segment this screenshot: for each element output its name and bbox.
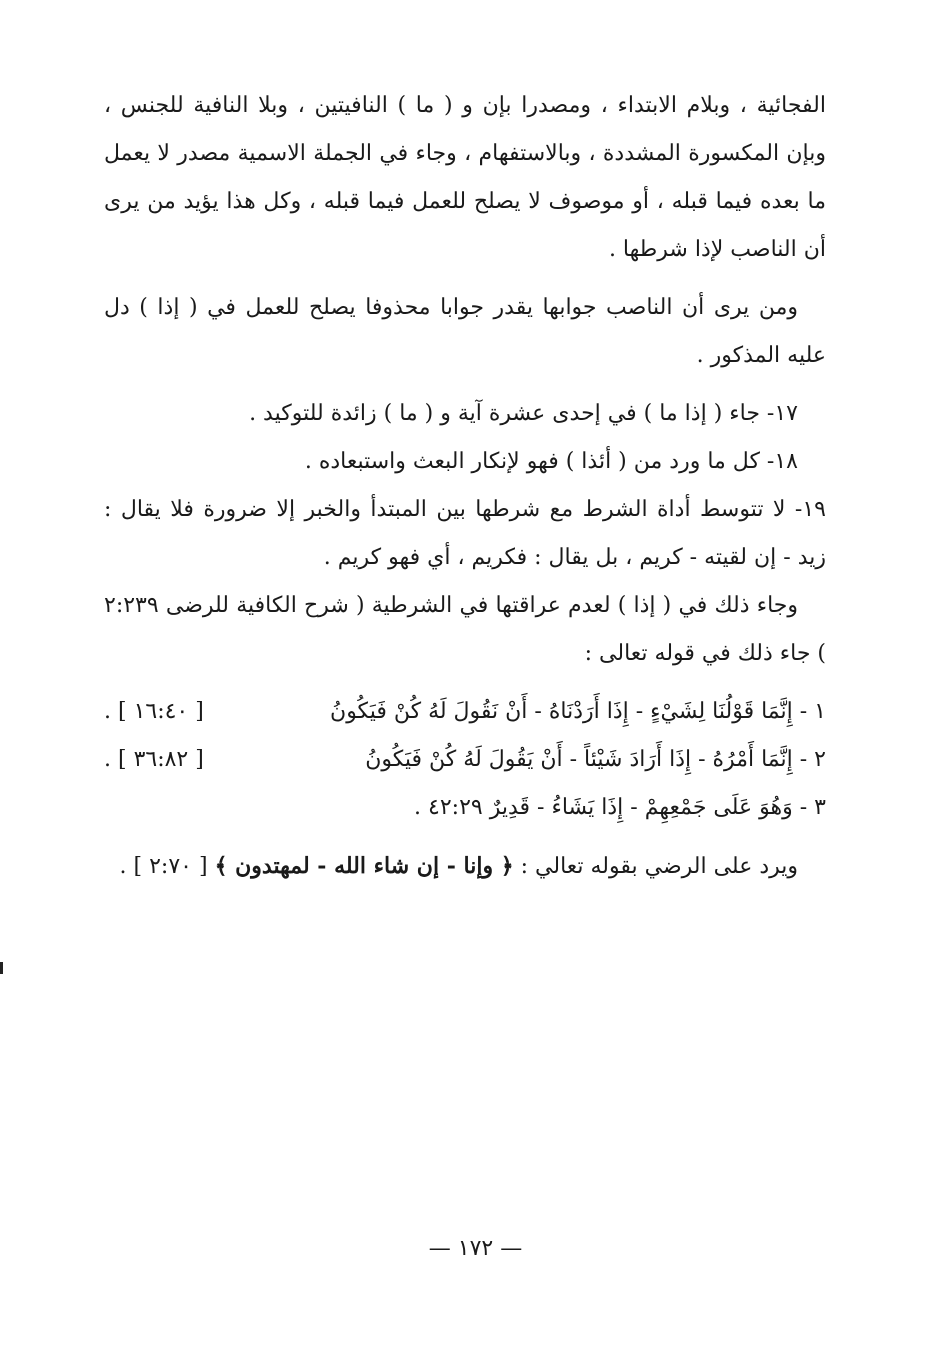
verse-text: ١ - إِنَّمَا قَوْلُنَا لِشَيْءٍ - إِذَا أَرَدْنَاهُ - أَنْ نَقُولَ لَهُ كُنْ فَيَكُونُ (330, 699, 826, 724)
document-body (104, 82, 826, 901)
paragraph-answer-view: ومن يرى أن الناصب جوابها يقدر جوابا محذوفا يصلح للعمل في ( إذا ) دل عليه المذكور . (104, 295, 826, 368)
quran-verse-2 (104, 736, 826, 784)
verse-text: ٣ - وَهُوَ عَلَى جَمْعِهِمْ - إِذَا يَشَاءُ - قَدِيرٌ ٤٢:٢٩ . (414, 795, 826, 820)
verse-text: ٢ - إِنَّمَا أَمْرُهُ - إِذَا أَرَادَ شَيْئاً - أَنْ يَقُولَ لَهُ كُنْ فَيَكُونُ (365, 747, 826, 772)
paragraph-sharh-kafiya: وجاء ذلك في ( إذا ) لعدم عراقتها في الشرطية ( شرح الكافية للرضى ٢:٢٣٩ ) جاء ذلك في قوله تعالى : (104, 593, 826, 666)
verse-reference: [ ١٦:٤٠ ] . (104, 699, 204, 724)
closing-reference: [ ٢:٧٠ ] . (119, 854, 208, 879)
list-item-17: ١٧- جاء ( إذا ما ) في إحدى عشرة آية و ( ما ) زائدة للتوكيد . (249, 401, 798, 426)
quran-verse-1 (104, 688, 826, 736)
paragraph-conditions: الفجائية ، وبلام الابتداء ، ومصدرا بإن و ( ما ) النافيتين ، وبلا النافية للجنس ، وبإن المكسورة المشددة ، وبالاستفهام ، وجاء في الجملة الاسمية مصدر لا يعمل ما بعده فيما قبله ، أو موصوف لا يصلح للعمل فيما قبله ، وكل هذا يؤيد من يرى أن الناصب لإذا شرطها . (104, 93, 826, 262)
list-item-18: ١٨- كل ما ورد من ( أئذا ) فهو لإنكار البعث واستبعاده . (304, 449, 798, 474)
quran-verse-3 (104, 784, 826, 832)
quran-quote: ﴿ وإنا - إن شاء الله - لمهتدون ﴾ (214, 853, 514, 879)
closing-paragraph (104, 842, 826, 891)
closing-lead: ويرد على الرضي بقوله تعالي : (520, 854, 798, 879)
scan-edge-mark (0, 962, 3, 974)
list-item-19: ١٩- لا تتوسط أداة الشرط مع شرطها بين المبتدأ والخبر إلا ضرورة فلا يقال : زيد - إن لقيته - كريم ، بل يقال : فكريم ، أي فهو كريم . (104, 497, 826, 570)
verse-reference: [ ٣٦:٨٢ ] . (104, 747, 204, 772)
page-number: — ١٧٢ — (428, 1236, 523, 1261)
